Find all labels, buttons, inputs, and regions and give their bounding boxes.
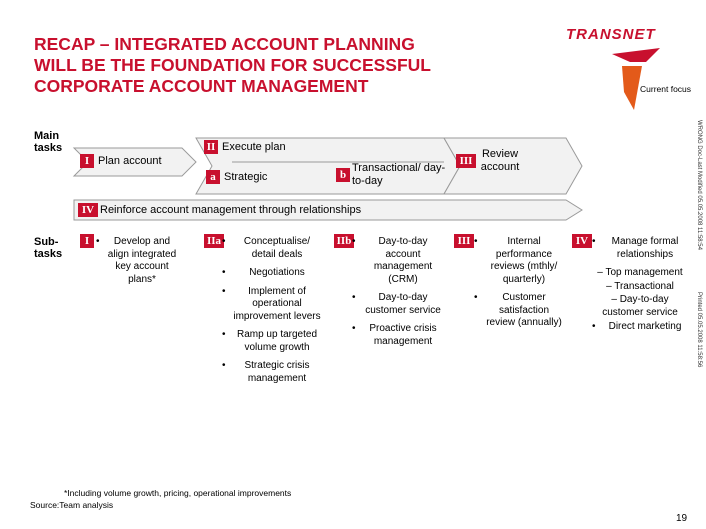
badge-ii: II xyxy=(204,140,218,154)
list-item: • Customer satisfaction review (annually) xyxy=(474,292,562,328)
main-tasks-label: Main tasks xyxy=(34,130,63,154)
sub-badge-iv: IV xyxy=(572,234,592,248)
sub-badge-iii: III xyxy=(454,234,474,248)
main-execute-plan: Execute plan xyxy=(222,141,286,153)
list-item: • Internal performance reviews (mthly/ quarterly) xyxy=(474,236,558,285)
page-number: 19 xyxy=(676,513,688,524)
sub-list-reinforce xyxy=(592,236,688,340)
badge-iii: III xyxy=(456,154,476,168)
list-item: • Conceptualise/ detail deals xyxy=(222,236,311,260)
list-subitem: – Transactional xyxy=(606,280,674,292)
list-item: • Negotiations xyxy=(222,267,305,278)
badge-i: I xyxy=(80,154,94,168)
main-strategic: Strategic xyxy=(224,171,268,183)
list-item: • Day-to-day customer service xyxy=(352,292,441,316)
side-stamp-printed: Printed 05.05.2008 11:58:56 xyxy=(696,292,702,368)
sub-list-plan-account xyxy=(96,236,178,292)
list-subitem: – Day-to-day customer service xyxy=(602,294,678,318)
sub-badge-iia: IIa xyxy=(204,234,224,248)
badge-a: a xyxy=(206,170,220,184)
badge-b: b xyxy=(336,168,350,182)
main-transactional: Transactional/ day-to-day xyxy=(352,162,446,187)
sub-tasks-label: Sub-tasks xyxy=(34,236,63,260)
sub-list-review xyxy=(474,236,564,336)
page-title: RECAP – INTEGRATED ACCOUNT PLANNING WILL BE THE FOUNDATION FOR SUCCESSFUL CORPORATE ACCOUNT MANAGEMENT xyxy=(34,34,431,96)
sub-badge-i: I xyxy=(80,234,94,248)
side-stamp-modified: WRONG Doc-Last Modified 05.05.2008 11:58:54 xyxy=(696,120,702,250)
list-item: • Manage formal relationships xyxy=(592,236,679,260)
sub-list-transactional xyxy=(352,236,444,354)
transnet-logo-text: TRANSNET xyxy=(566,26,656,43)
list-item: • Ramp up targeted volume growth xyxy=(222,329,318,353)
list-item: • Implement of operational improvement levers xyxy=(222,285,321,322)
main-reinforce: Reinforce account management through relationships xyxy=(100,204,362,216)
list-item: • Proactive crisis management xyxy=(352,323,437,347)
source-note: Source:Team analysis xyxy=(30,500,114,510)
list-item: • Strategic crisis management xyxy=(222,360,310,384)
list-item: • Direct marketing xyxy=(592,321,682,332)
footnote: *Including volume growth, pricing, operational improvements xyxy=(64,488,292,498)
list-item: • Develop and align integrated key account plans* xyxy=(96,236,177,285)
badge-iv: IV xyxy=(78,203,98,217)
list-item: • Day-to-day account management (CRM) xyxy=(352,236,433,285)
sub-badge-iib: IIb xyxy=(334,234,354,248)
main-plan-account: Plan account xyxy=(98,155,162,167)
sub-list-strategic xyxy=(222,236,322,391)
current-focus-legend: Current focus xyxy=(640,84,692,94)
list-subitem: – Top management xyxy=(597,267,683,278)
main-review-account: Review account xyxy=(480,148,520,173)
